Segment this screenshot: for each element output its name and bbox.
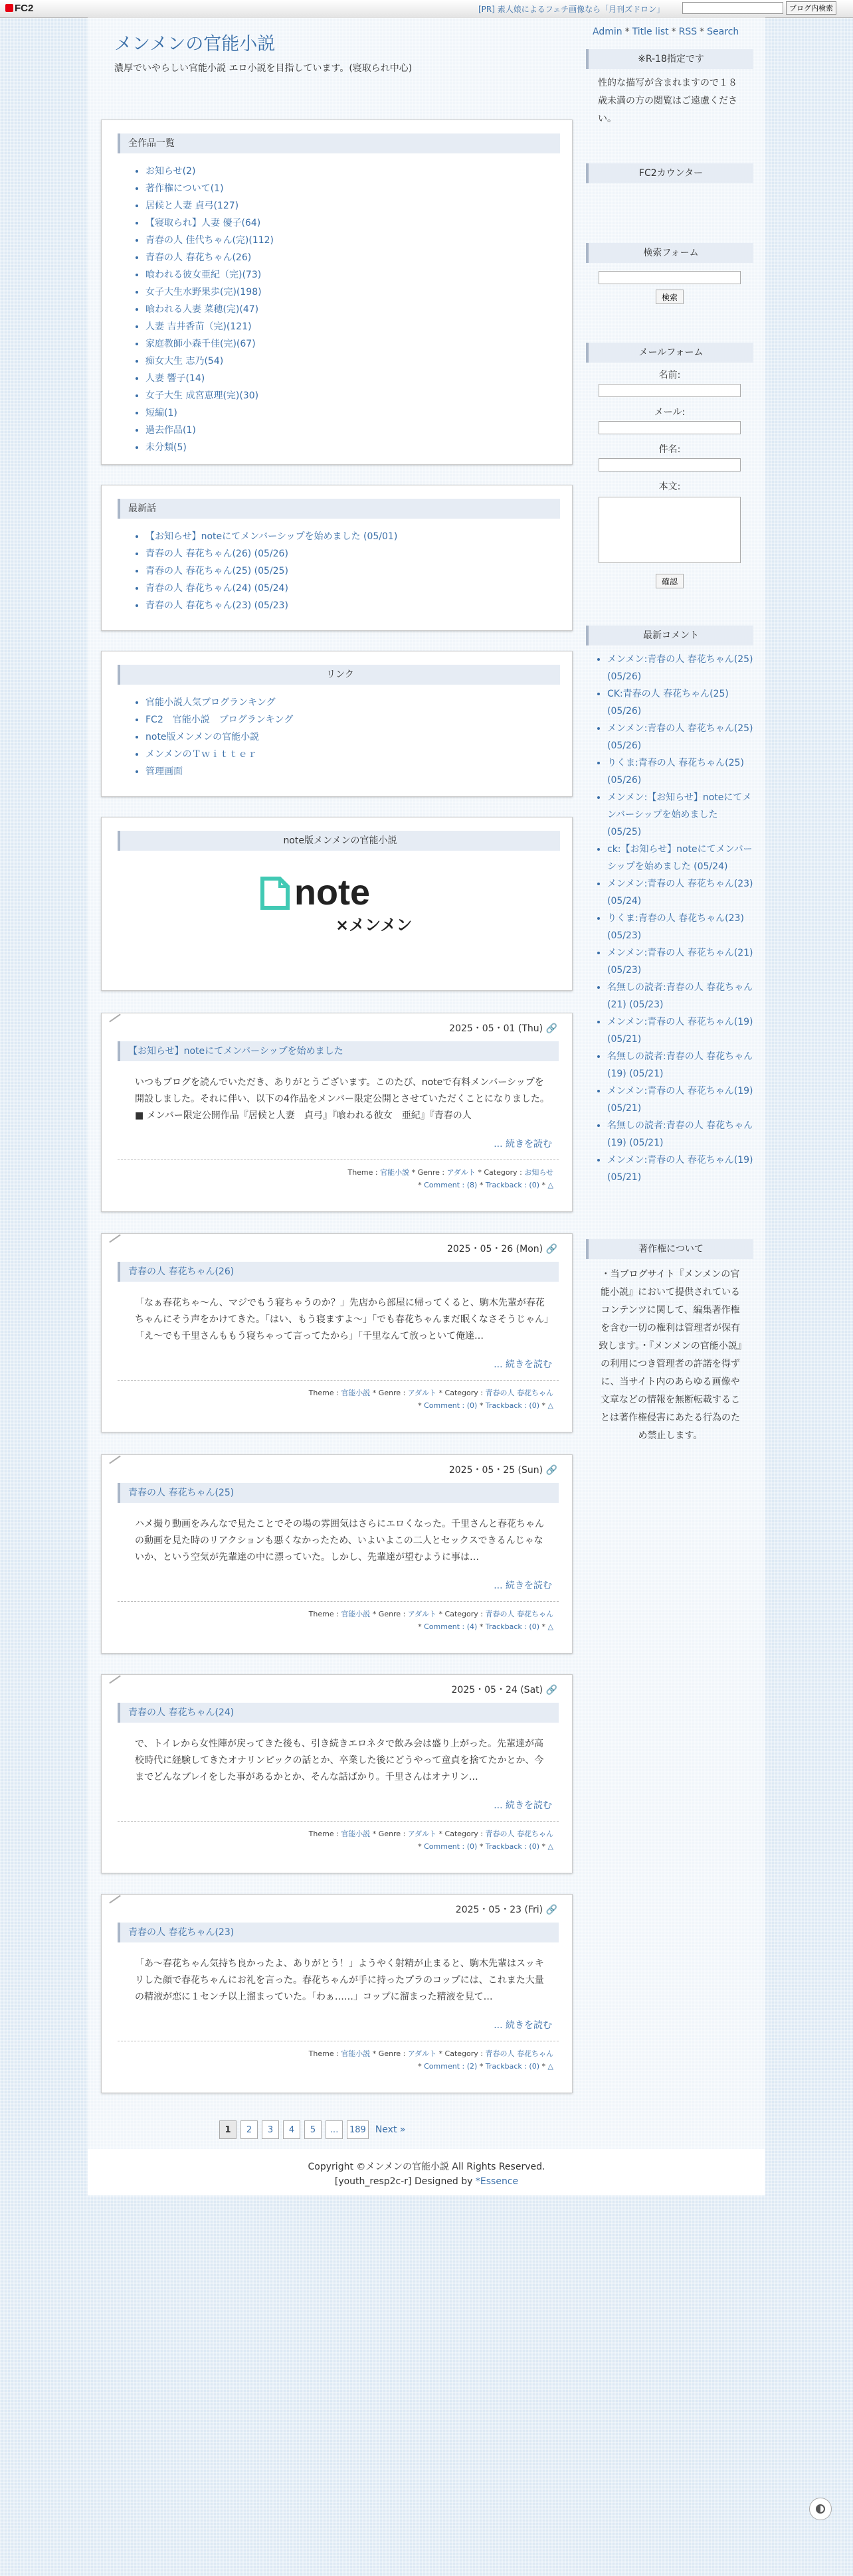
mail-body-textarea[interactable] — [599, 497, 741, 563]
list-item[interactable]: • 家庭教師小森千佳(完)(67) — [145, 335, 572, 353]
search-link[interactable]: Search — [707, 27, 739, 37]
page-number[interactable]: … — [326, 2120, 343, 2139]
entry-title[interactable]: 青春の人 春花ちゃん(26) — [118, 1262, 559, 1282]
entry-body: いつもブログを読んでいただき、ありがとうございます。このたび、noteで有料メンバーシップを開設しました。それに伴い、以下の4作品をメンバー限定公開とさせていただくことになりました。■ メンバー限定公開作品『居候と人妻 貞弓』『喰われる彼女 亜紀』『青春の人 — [135, 1077, 549, 1121]
page-number[interactable]: 3 — [262, 2120, 279, 2139]
entry-meta: Theme : 官能小説 * Genre : アダルト * Category : 青春の人 春花ちゃん * Comment : (2) * Trackback : (0) * △ — [308, 2049, 553, 2071]
page-number[interactable]: 5 — [304, 2120, 322, 2139]
blog-title[interactable]: メンメンの官能小説 — [114, 34, 276, 54]
list-item[interactable]: • メンメン:青春の人 春花ちゃん(25) (05/26) — [607, 651, 753, 685]
pen-icon — [109, 1675, 121, 1683]
fc2-logo-icon — [5, 4, 13, 12]
page-number[interactable]: 4 — [283, 2120, 300, 2139]
mail-email-label: メール: — [654, 407, 686, 418]
theme-link[interactable]: 官能小説 — [341, 1389, 371, 1397]
sidebar-mailform — [586, 343, 753, 588]
list-item[interactable]: • 女子大生水野果歩(完)(198) — [145, 284, 572, 301]
list-item[interactable]: • 喰われる人妻 菜穂(完)(47) — [145, 301, 572, 318]
links-panel — [101, 651, 573, 797]
entry — [101, 1013, 573, 1212]
pen-icon — [109, 1455, 121, 1464]
links-heading: リンク — [118, 665, 560, 685]
r18-heading: ※R-18指定です — [586, 49, 753, 69]
entry-date: 2025・05・01 (Thu) 🔗 — [449, 1023, 557, 1034]
comment-link[interactable]: Comment : (0) — [424, 1401, 478, 1410]
theme-toggle-button[interactable] — [809, 2498, 832, 2520]
designer-link[interactable]: *Essence — [475, 2176, 519, 2187]
footer-copyright: Copyright ©メンメンの官能小説 All Rights Reserved. — [308, 2162, 545, 2172]
links-list — [145, 694, 572, 780]
sidebar-comments — [586, 626, 753, 1186]
list-item[interactable]: • メンメン:青春の人 春花ちゃん(19) (05/21) — [607, 1082, 753, 1117]
fc2-header-bar — [0, 0, 853, 18]
mail-subject-label: 件名: — [658, 444, 681, 455]
list-item[interactable]: • 痴女大生 志乃(54) — [145, 353, 572, 370]
list-item[interactable]: • 喰われる彼女亜紀（完)(73) — [145, 266, 572, 284]
list-item[interactable]: • メンメン:青春の人 春花ちゃん(19) (05/21) — [607, 1013, 753, 1048]
category-link[interactable]: お知らせ — [524, 1168, 553, 1177]
note-panel — [101, 817, 573, 991]
trackback-link[interactable]: Trackback : (0) — [485, 2062, 540, 2071]
footer-designed: [youth_resp2c-r] Designed by *Essence — [334, 2176, 519, 2187]
list-item[interactable]: • 女子大生 成宮恵理(完)(30) — [145, 387, 572, 404]
entry-body: 「あ〜春花ちゃん気持ち良かったよ、ありがとう！」ようやく射精が止まると、駒木先輩はスッキリした顔で春花ちゃんにお礼を言った。春花ちゃんが手に持ったプラのコップには、これまた大量の精液が恋に１センチ以上溜まっていた。「わぁ……」コップに溜まった精液を見て… — [135, 1958, 544, 2002]
entry-date: 2025・05・26 (Mon) 🔗 — [446, 1244, 557, 1254]
sidebar-search-button[interactable]: 検索 — [656, 290, 684, 304]
pen-icon — [109, 1013, 121, 1022]
list-item[interactable]: • 青春の人 春花ちゃん(26) (05/26) — [145, 545, 572, 562]
theme-link[interactable]: 官能小説 — [341, 1830, 371, 1838]
page-number[interactable]: 2 — [240, 2120, 258, 2139]
theme-link[interactable]: 官能小説 — [380, 1168, 410, 1177]
list-item[interactable]: • 青春の人 春花ちゃん(26) — [145, 249, 572, 266]
list-item[interactable]: • 未分類(5) — [145, 439, 572, 456]
read-more-link[interactable]: ... 続きを読む — [494, 1359, 552, 1370]
list-item[interactable]: • 名無しの読者:青春の人 春花ちゃん(19) (05/21) — [607, 1048, 753, 1082]
admin-link[interactable]: Admin — [593, 27, 622, 37]
list-item[interactable]: • メンメン:青春の人 春花ちゃん(19) (05/21) — [607, 1152, 753, 1186]
entry-divider — [118, 1601, 559, 1602]
comments-heading: 最新コメント — [586, 626, 753, 645]
titlelist-link[interactable]: Title list — [632, 27, 669, 37]
entry-body: ハメ撮り動画をみんなで見たことでその場の雰囲気はさらにエロくなった。千里さんと春花ちゃんの動画を見た時のリアクションも悪くなかったため、いよいよこの二人とセックスできるんじゃないか、という空気が先輩達の中に漂っていた。しかし、先輩達が望むように事は… — [135, 1519, 544, 1563]
mailform-heading: メールフォーム — [586, 343, 753, 363]
sidebar-search — [586, 243, 753, 304]
entry — [101, 1233, 573, 1432]
list-item[interactable]: • 居候と人妻 貞弓(127) — [145, 197, 572, 215]
page-top-link[interactable]: △ — [547, 2062, 553, 2071]
mail-email-input[interactable] — [599, 421, 741, 434]
list-item[interactable]: • 【寝取られ】人妻 優子(64) — [145, 215, 572, 232]
search-heading: 検索フォーム — [586, 243, 753, 263]
entry-meta: Theme : 官能小説 * Genre : アダルト * Category : 青春の人 春花ちゃん * Comment : (0) * Trackback : (0) * △ — [308, 1830, 553, 1851]
trackback-link[interactable]: Trackback : (0) — [485, 1181, 540, 1189]
note-logo-text: note — [294, 873, 370, 912]
sidebar-r18 — [586, 49, 753, 128]
entry-divider — [118, 1159, 559, 1160]
read-more-link[interactable]: ... 続きを読む — [494, 1800, 552, 1811]
all-works-panel — [101, 120, 573, 465]
trackback-link[interactable]: Trackback : (0) — [485, 1842, 540, 1851]
note-logo[interactable] — [253, 871, 419, 934]
fc2-pr-link[interactable]: [PR] 素人娘によるフェチ画像なら「月刊ズドロン」 — [478, 5, 665, 14]
sidebar-counter — [586, 163, 753, 183]
list-item[interactable]: • お知らせ(2) — [145, 163, 572, 180]
entry-meta: Theme : 官能小説 * Genre : アダルト * Category : 青春の人 春花ちゃん * Comment : (4) * Trackback : (0) * △ — [308, 1610, 553, 1631]
note-logo-sub: ×メンメン — [335, 916, 413, 934]
blog-description: 濃厚でいやらしい官能小説 エロ小説を目指しています。(寝取られ中心) — [114, 63, 413, 74]
next-page-link[interactable]: Next » — [375, 2124, 406, 2135]
page-number[interactable]: 189 — [347, 2120, 369, 2139]
read-more-link[interactable]: ... 続きを読む — [494, 1139, 552, 1150]
list-item[interactable]: • メンメン:青春の人 春花ちゃん(21) (05/23) — [607, 944, 753, 979]
category-link[interactable]: 青春の人 春花ちゃん — [485, 1610, 553, 1618]
comment-link[interactable]: Comment : (2) — [424, 2062, 478, 2071]
copyright-heading: 著作権について — [586, 1239, 753, 1259]
page-top-link[interactable]: △ — [547, 1181, 553, 1189]
theme-link[interactable]: 官能小説 — [341, 2049, 371, 2058]
list-item[interactable]: • 名無しの読者:青春の人 春花ちゃん(19) (05/21) — [607, 1117, 753, 1152]
genre-link[interactable]: アダルト — [446, 1168, 476, 1177]
list-item[interactable]: • 管理画面 — [145, 763, 572, 780]
link-icon: 🔗 — [545, 1685, 557, 1695]
entry-divider — [118, 1821, 559, 1822]
entry-body: で、トイレから女性陣が戻ってきた後も、引き続きエロネタで飲み会は盛り上がった。先輩達が高校時代に経験してきたオナリンピックの話とか、卒業した後にどうやって童貞を捨てたかとか、今までどんなプレイをした事があるかとか、そんな話ばかり。千里さんはオナリン… — [135, 1739, 544, 1782]
list-item[interactable]: • メンメン:青春の人 春花ちゃん(25) (05/26) — [607, 720, 753, 754]
list-item[interactable]: • 人妻 響子(14) — [145, 370, 572, 387]
page-number[interactable]: 1 — [219, 2120, 237, 2139]
copyright-text: ・当ブログサイト『メンメンの官能小説』において提供されているコンテンツに関して、編集著作権を含む一切の権利は管理者が保有致します。・『メンメンの官能小説』の利用につき管理者の許諾を得ずに、当サイト内のあらゆる画像や文章などの情報を無断転載することは著作権侵害にあたる行為のため禁止します。 — [599, 1269, 742, 1441]
page-numbers — [219, 2124, 373, 2135]
page-top-link[interactable]: △ — [547, 1842, 553, 1851]
list-item[interactable]: • 青春の人 春花ちゃん(23) (05/23) — [145, 597, 572, 614]
genre-link[interactable]: アダルト — [407, 1830, 437, 1838]
fc2-search-input[interactable] — [682, 2, 783, 14]
list-item[interactable]: • 人妻 吉井香苗（完)(121) — [145, 318, 572, 335]
list-item[interactable]: • 青春の人 春花ちゃん(25) (05/25) — [145, 562, 572, 580]
entry-date: 2025・05・24 (Sat) 🔗 — [451, 1685, 557, 1695]
entry-meta: Theme : 官能小説 * Genre : アダルト * Category : 青春の人 春花ちゃん * Comment : (0) * Trackback : (0) * △ — [308, 1389, 553, 1410]
link-icon: 🔗 — [545, 1905, 557, 1915]
fc2-search-button[interactable]: ブログ内検索 — [786, 1, 836, 15]
comment-link[interactable]: Comment : (8) — [424, 1181, 478, 1189]
trackback-link[interactable]: Trackback : (0) — [485, 1401, 540, 1410]
list-item[interactable]: • 青春の人 春花ちゃん(24) (05/24) — [145, 580, 572, 597]
entry-divider — [118, 1380, 559, 1381]
footer — [88, 2149, 765, 2195]
list-item[interactable]: • 名無しの読者:青春の人 春花ちゃん(21) (05/23) — [607, 979, 753, 1013]
entry-title[interactable]: 青春の人 春花ちゃん(24) — [118, 1703, 559, 1723]
entry-date: 2025・05・23 (Fri) 🔗 — [455, 1905, 557, 1915]
page-top-link[interactable]: △ — [547, 1401, 553, 1410]
mail-confirm-button[interactable]: 確認 — [656, 574, 684, 588]
counter-heading: FC2カウンター — [586, 163, 753, 183]
top-links: Admin * Title list * RSS * Search — [593, 27, 739, 37]
recent-heading: 最新話 — [118, 499, 560, 519]
list-item[interactable]: • りくま:青春の人 春花ちゃん(25) (05/26) — [607, 754, 753, 789]
category-link[interactable]: 青春の人 春花ちゃん — [485, 1389, 553, 1397]
list-item[interactable]: • りくま:青春の人 春花ちゃん(23) (05/23) — [607, 910, 753, 944]
list-item[interactable]: • 官能小説人気ブログランキング — [145, 694, 572, 711]
list-item[interactable]: • メンメン:【お知らせ】noteにてメンバーシップを始めました (05/25) — [607, 789, 753, 841]
read-more-link[interactable]: ... 続きを読む — [494, 2020, 552, 2031]
list-item[interactable]: • 短編(1) — [145, 404, 572, 422]
link-icon: 🔗 — [545, 1465, 557, 1476]
r18-text: 性的な描写が含まれますので１８歳未満の方の閲覧はご遠慮ください。 — [598, 78, 737, 124]
list-item[interactable]: • メンメンのＴｗｉｔｔｅｒ — [145, 746, 572, 763]
entry — [101, 1674, 573, 1873]
recent-list — [145, 528, 572, 614]
list-item[interactable]: • メンメン:青春の人 春花ちゃん(23) (05/24) — [607, 875, 753, 910]
entry-body: 「なぁ春花ちゃ～ん、マジでもう寝ちゃうのか？」先店から部屋に帰ってくると、駒木先輩が春花ちゃんにそう声をかけてきた。「はい、もう寝ますよ～」「でも春花ちゃんまだ眠くなさそうじゃん」「え～でも千里さんももう寝ちゃって言ってたから」「千里なんて放っといて俺達… — [135, 1298, 549, 1341]
pager — [219, 2120, 405, 2139]
half-circle-icon — [816, 2504, 825, 2514]
mail-subject-input[interactable] — [599, 458, 741, 472]
pen-icon — [109, 1234, 121, 1243]
theme-link[interactable]: 官能小説 — [341, 1610, 371, 1618]
pen-icon — [109, 1895, 121, 1903]
category-link[interactable]: 青春の人 春花ちゃん — [485, 1830, 553, 1838]
entry-meta: Theme : 官能小説 * Genre : アダルト * Category : お知らせ * Comment : (8) * Trackback : (0) * △ — [347, 1168, 553, 1189]
recent-panel — [101, 485, 573, 631]
list-item[interactable]: • ck:【お知らせ】noteにてメンバーシップを始めました (05/24) — [607, 841, 753, 875]
entry-title[interactable]: 【お知らせ】noteにてメンバーシップを始めました — [118, 1041, 559, 1061]
all-works-list — [145, 163, 572, 456]
genre-link[interactable]: アダルト — [407, 1610, 437, 1618]
list-item[interactable]: • 【お知らせ】noteにてメンバーシップを始めました (05/01) — [145, 528, 572, 545]
entry-date: 2025・05・25 (Sun) 🔗 — [448, 1465, 557, 1476]
note-heading: note版メンメンの官能小説 — [118, 831, 560, 851]
page-top-link[interactable]: △ — [547, 1622, 553, 1631]
link-icon: 🔗 — [545, 1023, 557, 1034]
rss-link[interactable]: RSS — [678, 27, 698, 37]
comment-link[interactable]: Comment : (4) — [424, 1622, 478, 1631]
mail-name-label: 名前: — [658, 370, 681, 381]
trackback-link[interactable]: Trackback : (0) — [485, 1622, 540, 1631]
list-item[interactable]: • note版メンメンの官能小説 — [145, 729, 572, 746]
comment-link[interactable]: Comment : (0) — [424, 1842, 478, 1851]
list-item[interactable]: • CK:青春の人 春花ちゃん(25) (05/26) — [607, 685, 753, 720]
list-item[interactable]: • 過去作品(1) — [145, 422, 572, 439]
entry-title[interactable]: 青春の人 春花ちゃん(23) — [118, 1923, 559, 1942]
sidebar-copyright — [586, 1239, 753, 1445]
list-item[interactable]: • 青春の人 佳代ちゃん(完)(112) — [145, 232, 572, 249]
comments-list — [586, 651, 753, 1186]
list-item[interactable]: • 著作権について(1) — [145, 180, 572, 197]
fc2-logo[interactable]: FC2 — [5, 3, 33, 14]
link-icon: 🔗 — [545, 1244, 557, 1254]
mail-name-input[interactable] — [599, 384, 741, 397]
genre-link[interactable]: アダルト — [407, 2049, 437, 2058]
read-more-link[interactable]: ... 続きを読む — [494, 1581, 552, 1591]
all-works-heading: 全作品一覧 — [118, 133, 560, 153]
genre-link[interactable]: アダルト — [407, 1389, 437, 1397]
sidebar-search-input[interactable] — [599, 271, 741, 284]
entry — [101, 1894, 573, 2093]
entry — [101, 1454, 573, 1654]
category-link[interactable]: 青春の人 春花ちゃん — [485, 2049, 553, 2058]
entry-title[interactable]: 青春の人 春花ちゃん(25) — [118, 1483, 559, 1503]
mail-body-label: 本文: — [658, 481, 681, 492]
list-item[interactable]: • FC2 官能小説 ブログランキング — [145, 711, 572, 729]
